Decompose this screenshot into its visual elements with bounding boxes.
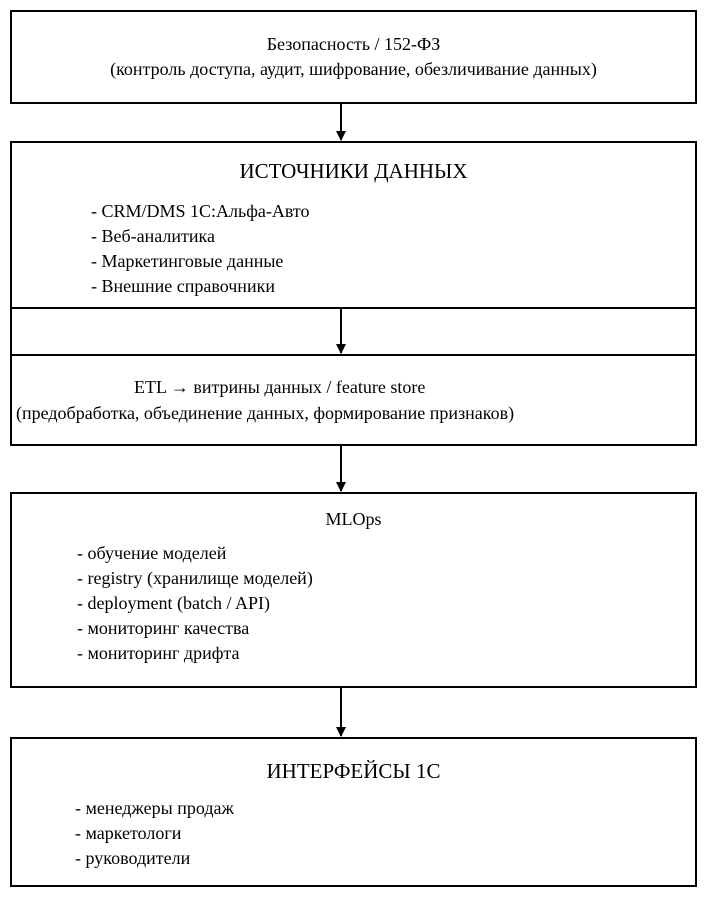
list-item: - менеджеры продаж	[75, 798, 234, 818]
list-item: - мониторинг дрифта	[77, 643, 240, 663]
security-box	[10, 10, 697, 104]
etl-subtitle: (предобработка, объединение данных, формирование признаков)	[16, 403, 515, 423]
list-item: - руководители	[75, 848, 191, 868]
list-item: - registry (хранилище моделей)	[77, 568, 313, 588]
data-sources-title: ИСТОЧНИКИ ДАННЫХ	[239, 159, 468, 183]
list-item: - Маркетинговые данные	[91, 251, 284, 271]
list-item: - маркетологи	[75, 823, 182, 843]
etl-title: ETL → витрины данных / feature store	[134, 377, 426, 397]
interfaces-list	[75, 796, 234, 871]
list-item: - deployment (batch / API)	[77, 593, 270, 613]
mlops-list	[77, 541, 313, 666]
list-item: - Внешние справочники	[91, 276, 275, 296]
connector-band	[10, 307, 697, 356]
interfaces-box	[10, 737, 697, 887]
mlops-box	[10, 492, 697, 688]
list-item: - обучение моделей	[77, 543, 227, 563]
data-sources-list	[91, 199, 310, 299]
etl-box	[10, 354, 697, 446]
list-item: - мониторинг качества	[77, 618, 250, 638]
list-item: - Веб-аналитика	[91, 226, 215, 246]
mlops-title: MLOps	[325, 509, 382, 529]
security-subtitle: (контроль доступа, аудит, шифрование, обезличивание данных)	[110, 59, 597, 79]
list-item: - CRM/DMS 1С:Альфа-Авто	[91, 201, 310, 221]
data-sources-box	[10, 141, 697, 309]
interfaces-title: ИНТЕРФЕЙСЫ 1С	[266, 759, 441, 783]
security-title: Безопасность / 152-ФЗ	[266, 34, 441, 54]
